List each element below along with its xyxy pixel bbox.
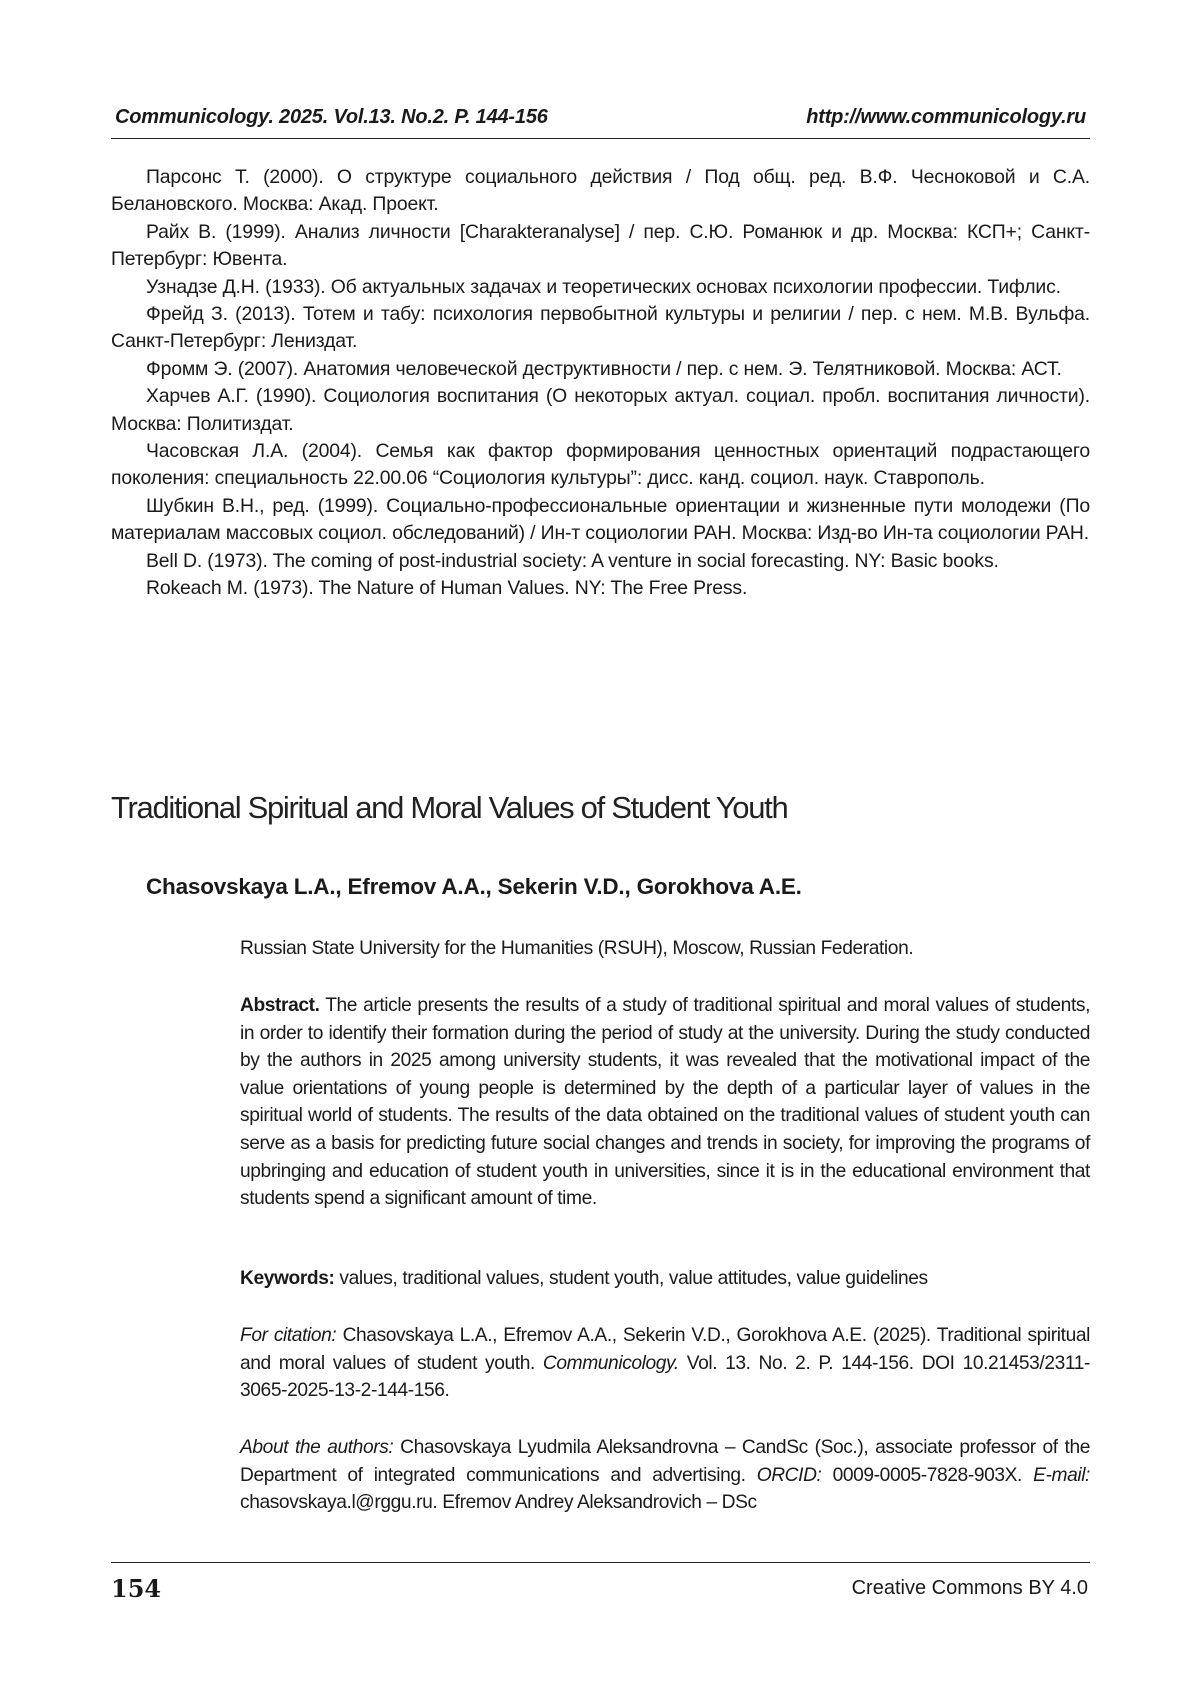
about-authors-text: Chasovskaya Lyudmila Aleksandrovna – CandSc (Soc.), associate professor of the Department of integrated communications and advertising.	[240, 1437, 1090, 1486]
citation-journal: Communicology.	[542, 1352, 679, 1374]
article-title: Traditional Spiritual and Moral Values of Student Youth	[111, 790, 788, 825]
orcid-value: 0009-0005-7828-903X.	[821, 1464, 1034, 1486]
running-header	[111, 104, 1090, 139]
orcid-label: ORCID:	[756, 1464, 822, 1486]
reference-item: Часовская Л.А. (2004). Семья как фактор формирования ценностных ориентаций подрастающего поколения: специальность 22.00.06 “Социология культуры”: дисс. канд. социол. наук. Ставрополь.	[111, 440, 1090, 490]
page-number: 154	[111, 1574, 162, 1603]
keywords-label: Keywords:	[240, 1268, 335, 1289]
abstract-paragraph	[240, 992, 1090, 1213]
about-authors-label: About the authors:	[240, 1437, 394, 1458]
reference-item: Узнадзе Д.Н. (1933). Об актуальных задачах и теоретических основах психологии профессии. Тифлис.	[146, 275, 1061, 298]
article-authors: Chasovskaya L.A., Efremov A.A., Sekerin V.D., Gorokhova A.E.	[146, 874, 802, 899]
keywords-paragraph	[240, 1265, 1090, 1293]
journal-page	[111, 0, 1090, 1708]
journal-reference: Communicology. 2025. Vol.13. No.2. P. 144-156	[115, 106, 548, 128]
citation-details: Vol. 13. No. 2. P. 144-156. DOI 10.21453/2311-3065-2025-13-2-144-156.	[240, 1352, 1090, 1402]
reference-item: Фрейд З. (2013). Тотем и табу: психология первобытной культуры и религии / пер. с нем. М.В. Вульфа. Санкт-Петербург: Лениздат.	[111, 303, 1090, 353]
keywords-text: values, traditional values, student youth, value attitudes, value guidelines	[334, 1268, 928, 1289]
email-label: E-mail:	[1033, 1464, 1090, 1486]
citation-paragraph	[240, 1322, 1090, 1405]
license-label: Creative Commons BY 4.0	[851, 1577, 1088, 1599]
reference-item: Харчев А.Г. (1990). Социология воспитания (О некоторых актуал. социал. пробл. воспитания личности). Москва: Политиздат.	[111, 385, 1090, 435]
reference-item: Шубкин В.Н., ред. (1999). Социально-профессиональные ориентации и жизненные пути молодежи (По материалам массовых социол. обследований) / Ин-т социологии РАН. Москва: Изд-во Ин-та социологии РАН.	[111, 494, 1090, 545]
journal-url[interactable]: http://www.communicology.ru	[806, 106, 1086, 128]
reference-item: Райх В. (1999). Анализ личности [Charakteranalyse] / пер. С.Ю. Романюк и др. Москва: КСП+; Санкт-Петербург: Ювента.	[111, 220, 1090, 271]
reference-item: Парсонс Т. (2000). О структуре социального действия / Под общ. ред. В.Ф. Чесноковой и С.А. Белановского. Москва: Акад. Проект.	[111, 166, 1090, 216]
abstract-label: Abstract.	[240, 995, 320, 1016]
author-affiliation: Russian State University for the Humanities (RSUH), Moscow, Russian Federation.	[240, 938, 914, 959]
about-authors-paragraph	[240, 1434, 1090, 1517]
citation-text: Chasovskaya L.A., Efremov A.A., Sekerin V.D., Gorokhova A.E. (2025). Traditional spiritual and moral values of student youth.	[240, 1325, 1090, 1374]
reference-item: Rokeach M. (1973). The Nature of Human Values. NY: The Free Press.	[146, 577, 748, 600]
reference-list	[111, 164, 1090, 603]
reference-item: Bell D. (1973). The coming of post-industrial society: A venture in social forecasting. NY: Basic books.	[146, 549, 999, 572]
abstract-text: The article presents the results of a study of traditional spiritual and moral values of students, in order to identify their formation during the period of study at the university. During the study conducted by the authors in 2025 among university students, it was revealed that the motivational impact of the value orientations of young people is determined by the depth of a particular layer of values in the spiritual world of students. The results of the data obtained on the traditional values of student youth can serve as a basis for predicting future social changes and trends in society, for improving the programs of upbringing and education of student youth in universities, since it is in the educational environment that students spend a significant amount of time.	[240, 995, 1090, 1210]
citation-label: For citation:	[240, 1325, 337, 1346]
footer-divider	[111, 1562, 1090, 1563]
reference-item: Фромм Э. (2007). Анатомия человеческой деструктивности / пер. с нем. Э. Телятниковой. Москва: АСТ.	[146, 357, 1062, 380]
about-authors-text-continued: chasovskaya.l@rggu.ru. Efremov Andrey Aleksandrovich – DSc	[240, 1492, 757, 1514]
